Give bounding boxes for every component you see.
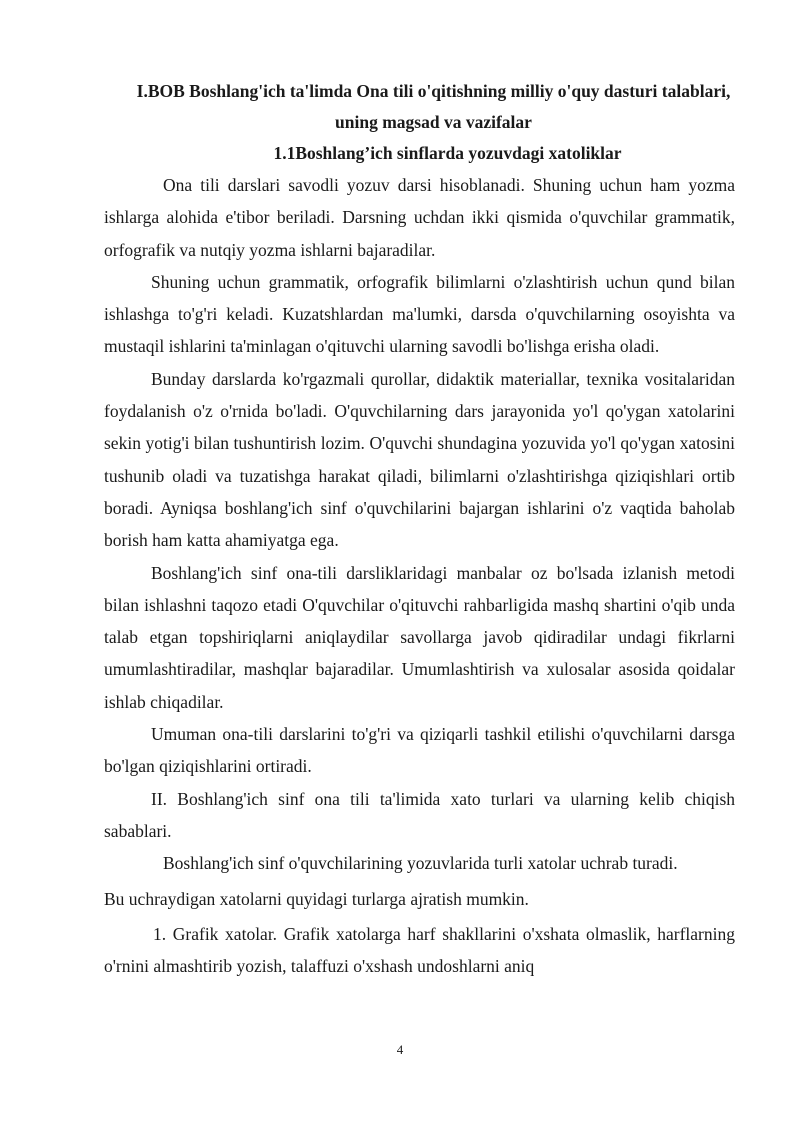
page-number: 4 <box>396 1042 404 1057</box>
paragraph-6: II. Boshlang'ich sinf ona tili ta'limida xato turlari va ularning kelib chiqish sabablari. <box>104 788 735 841</box>
paragraph-7: Boshlang'ich sinf o'quvchilarining yozuvlarida turli xatolar uchrab turadi. <box>163 853 678 874</box>
paragraph-4: Boshlang'ich sinf ona-tili darsliklaridagi manbalar oz bo'lsada izlanish metodi bilan ishlashni taqozo etadi O'quvchilar o'qituvchi rahbarligida mashq shartini o'qib unda talab etgan topshiriqlarni aniqlaydilar savollarga javob qidiradilar undagi fikrlarni umumlashtiradilar, mashqlar bajaradilar. Umumlashtirish va xulosalar asosida qoidalar ishlab chiqadilar. <box>104 562 735 712</box>
document-page <box>104 76 735 982</box>
chapter-title: I.BOB Boshlang'ich ta'limda Ona tili o'qitishning milliy o'quy dasturi talablari, uning magsad va vazifalar <box>136 81 731 132</box>
paragraph-5: Umuman ona-tili darslarini to'g'ri va qiziqarli tashkil etilishi o'quvchilarni darsga bo'lgan qiziqishlarini ortiradi. <box>104 724 735 777</box>
paragraph-1: Ona tili darslari savodli yozuv darsi hisoblanadi. Shuning uchun ham yozma ishlarga alohida e'tibor beriladi. Darsning uchdan ikki qismida o'quvchilar grammatik, orfografik va nutqiy yozma ishlarni bajaradilar. <box>104 175 735 260</box>
paragraph-2: Shuning uchun grammatik, orfografik bilimlarni o'zlashtirish uchun qund bilan ishlashga to'g'ri keladi. Kuzatshlardan ma'lumki, darsda o'quvchilarning osoyishta va mustaqil ishlarini ta'minlagan o'qituvchi ularning savodli bo'lishga erisha oladi. <box>104 271 735 357</box>
paragraph-3: Bunday darslarda ko'rgazmali qurollar, didaktik materiallar, texnika vositalaridan foydalanish o'z o'rnida bo'ladi. O'quvchilarning dars jarayonida yo'l qo'ygan xatolarini sekin yotig'i bilan tushuntirish lozim. O'quvchi shundagina yozuvida yo'l qo'ygan xatosini tushunib oladi va tuzatishga harakat qiladi, bilimlarni o'zlashtirishga qiziqishlari ortib boradi. Ayniqsa boshlang'ich sinf o'quvchilarini bajargan ishlarini o'z vaqtida baholab borish ham katta ahamiyatga ega. <box>104 368 735 551</box>
section-title: 1.1Boshlang’ich sinflarda yozuvdagi xatoliklar <box>273 143 622 163</box>
list-item-grafik-xatolar: 1. Grafik xatolar. Grafik xatolarga harf shakllarini o'xshata olmaslik, harflarning o'rnini almashtirib yozish, talaffuzi o'xshash undoshlarni aniq <box>104 923 735 976</box>
paragraph-8: Bu uchraydigan xatolarni quyidagi turlarga ajratish mumkin. <box>104 888 529 909</box>
